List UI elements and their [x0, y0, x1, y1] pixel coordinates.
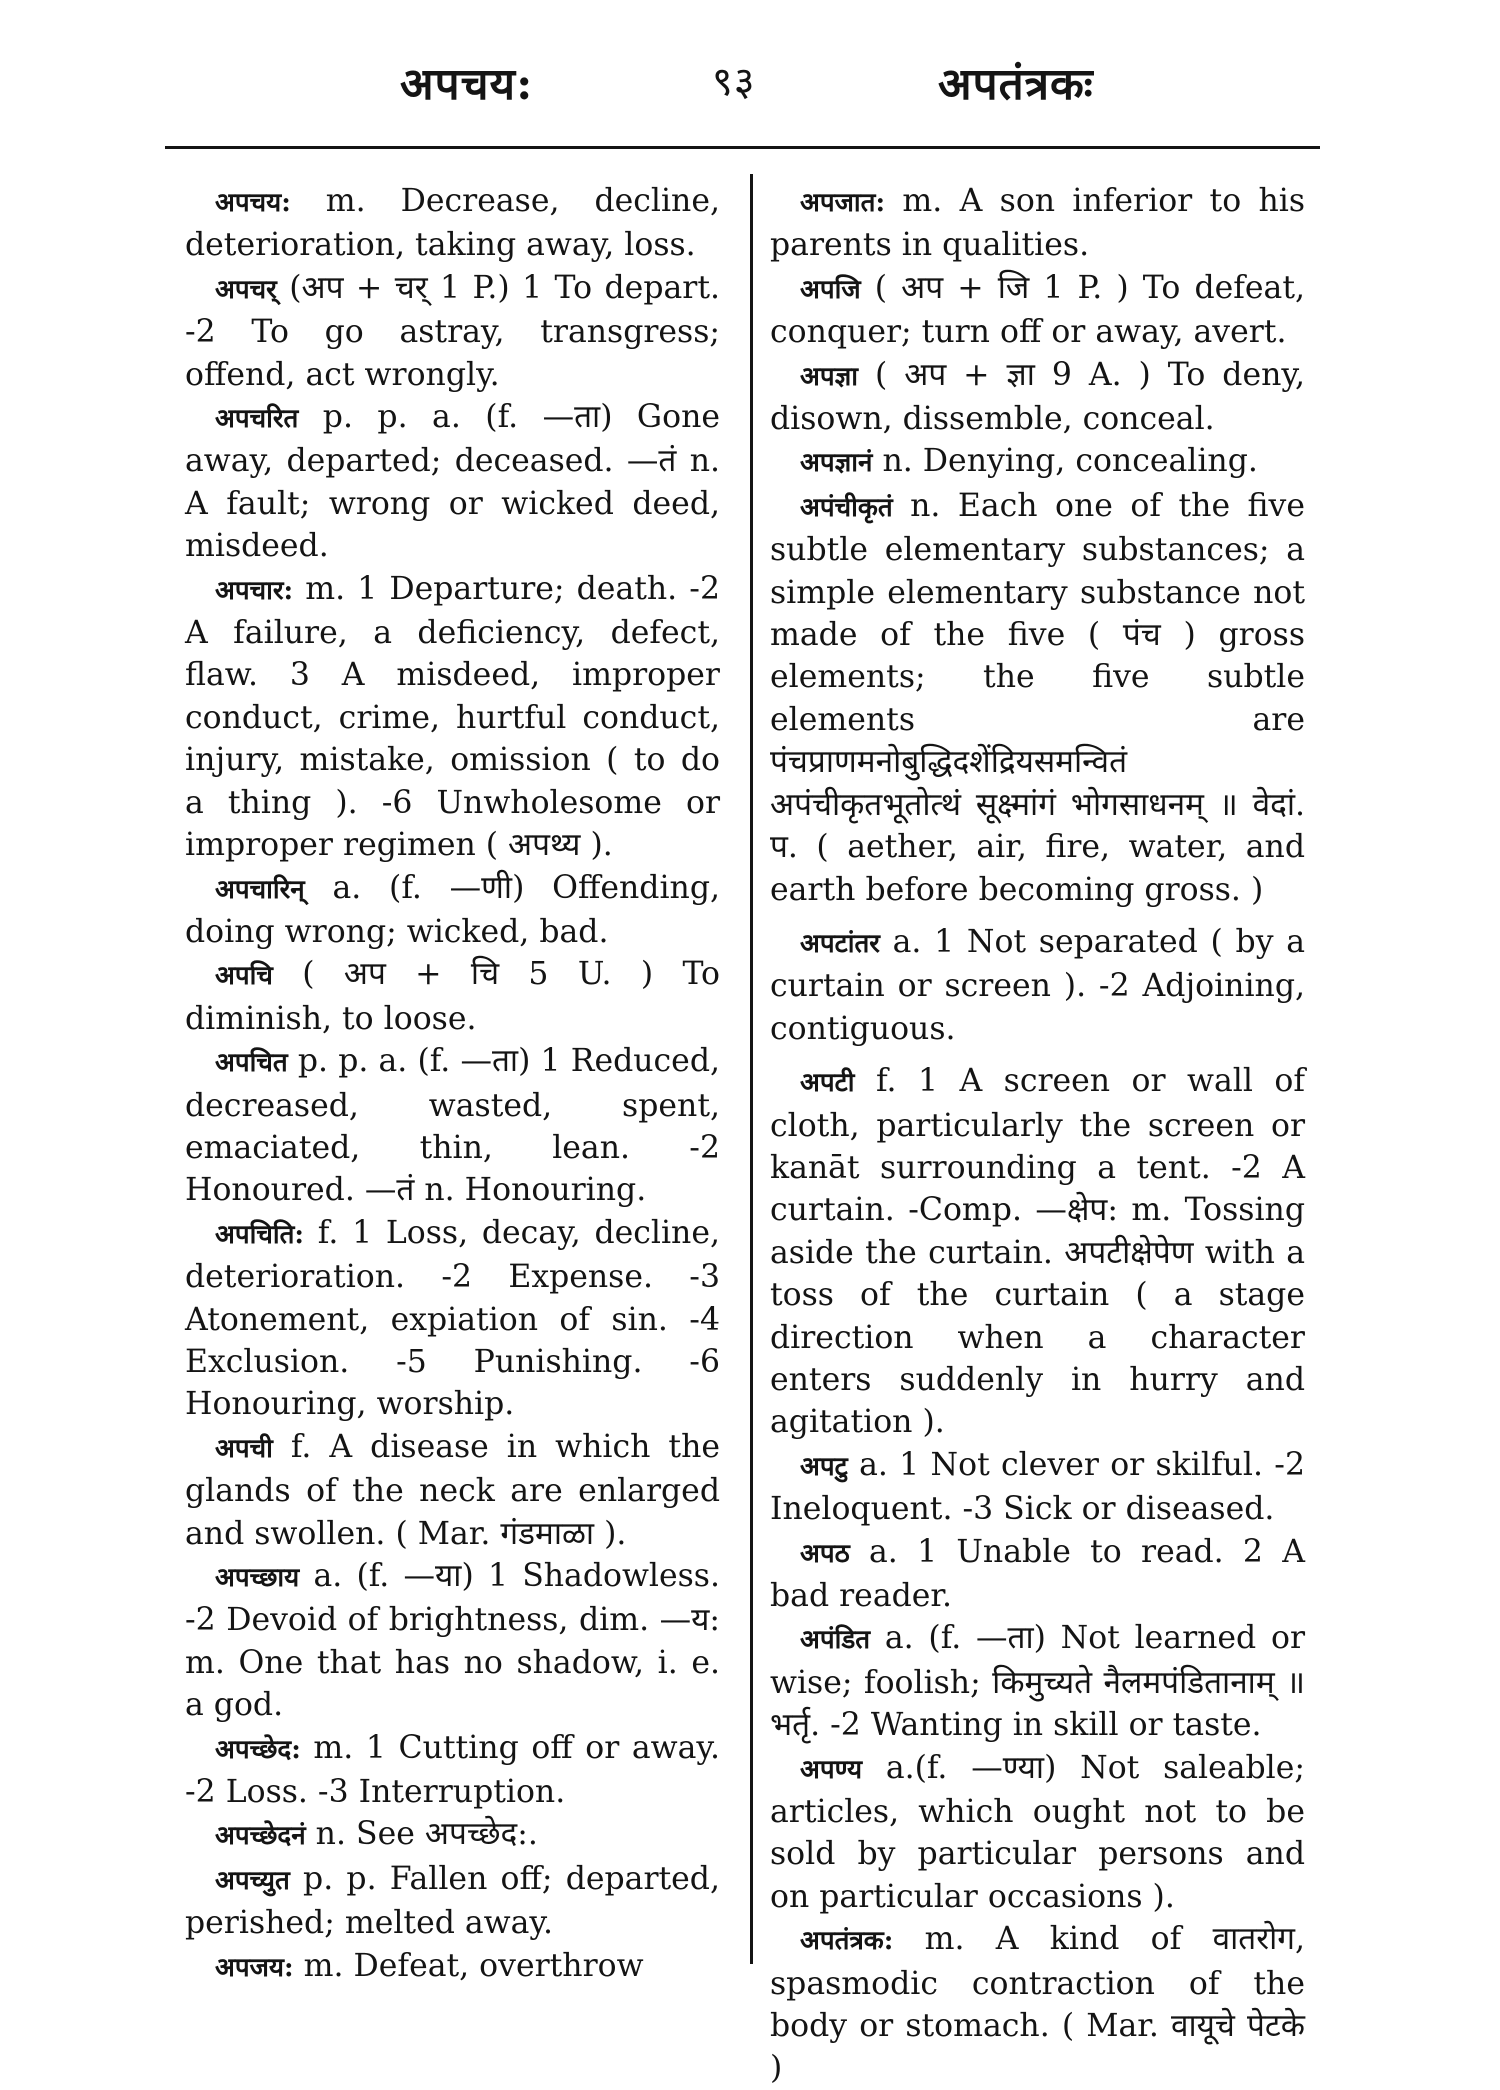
dictionary-entry	[770, 440, 1305, 484]
entry-definition: a. (f. —णी) Offending, doing wrong; wicked, bad.	[185, 869, 720, 950]
entry-headword: अपचारिन्	[215, 874, 305, 905]
header-guide-word-left: अपचय:	[400, 59, 534, 110]
entry-headword: अपंचीकृतं	[800, 492, 893, 523]
dictionary-entry	[185, 568, 720, 867]
entry-headword: अपचर्	[215, 274, 277, 305]
entry-definition: p. p. Fallen off; departed, perished; melted away.	[185, 1860, 720, 1942]
entry-definition: ( अप + चि 5 U. ) To diminish, to loose.	[185, 956, 720, 1037]
entry-definition: m. A kind of वातरोग, spasmodic contraction of the body or stomach. ( Mar. वायूचे पेटके )	[770, 1921, 1305, 2087]
dictionary-entry	[770, 485, 1305, 911]
entry-definition: ( अप + ज्ञा 9 A. ) To deny, disown, dissemble, conceal.	[770, 356, 1305, 438]
entry-definition: n. Each one of the five subtle elementary substances; a simple elementary substance not made of the five ( पंच ) gross elements; the five subtle elements are पंचप्राणमनोबुद्धिदशेंद्रियसमन्वितं अपंचीकृतभूतोत्थं सूक्ष्मांगं भोगसाधनम् ॥ वेदां. प. ( aether, air, fire, water, and earth before becoming gross. )	[770, 487, 1305, 908]
entry-definition: n. See अपच्छेद:.	[305, 1816, 538, 1853]
entry-headword: अपचय:	[215, 188, 291, 218]
page-number: ९३	[712, 59, 756, 105]
dictionary-entry	[770, 1531, 1305, 1618]
header-rule	[165, 146, 1320, 149]
dictionary-entry	[185, 1426, 720, 1555]
entry-definition: m. A son inferior to his parents in qualities.	[770, 183, 1305, 264]
entry-headword: अपचि	[215, 961, 273, 992]
entry-headword: अपंडित	[800, 1625, 871, 1656]
entry-headword: अपज्ञानं	[800, 448, 873, 479]
entry-headword: अपण्य	[800, 1754, 863, 1785]
dictionary-entry	[185, 1813, 720, 1857]
entry-headword: अपठ	[800, 1538, 850, 1569]
dictionary-entry	[185, 867, 720, 954]
dictionary-entry	[185, 1945, 720, 1989]
dictionary-entry	[770, 1060, 1305, 1444]
dictionary-entry	[770, 267, 1305, 354]
dictionary-entry	[185, 953, 720, 1040]
entry-headword: अपटु	[800, 1451, 848, 1482]
entry-definition: a. 1 Unable to read. 2 A bad reader.	[770, 1533, 1305, 1614]
entry-definition: p. p. a. (f. —ता) 1 Reduced, decreased, wasted, spent, emaciated, thin, lean. -2 Honoured. —तं n. Honouring.	[185, 1043, 720, 1209]
entry-definition: a. 1 Not separated ( by a curtain or screen ). -2 Adjoining, contiguous.	[770, 923, 1305, 1047]
dictionary-entry	[770, 1444, 1305, 1531]
entry-definition: f. A disease in which the glands of the neck are enlarged and swollen. ( Mar. गंडमाळा ).	[185, 1428, 720, 1552]
entry-headword: अपतंत्रक:	[800, 1926, 894, 1957]
dictionary-entry	[770, 354, 1305, 441]
dictionary-entry	[770, 921, 1305, 1050]
entry-headword: अपज्ञा	[800, 361, 859, 392]
entry-headword: अपच्छाय	[215, 1563, 300, 1593]
dictionary-entry	[185, 1858, 720, 1945]
entry-headword: अपचिति:	[215, 1219, 305, 1250]
entry-headword: अपचार:	[215, 575, 294, 606]
dictionary-entry	[185, 1040, 720, 1212]
column-divider	[750, 174, 753, 1964]
entry-definition: p. p. a. (f. —ता) Gone away, departed; deceased. —तं n. A fault; wrong or wicked deed, misdeed.	[185, 399, 720, 565]
entry-headword: अपजि	[800, 274, 861, 305]
entry-definition: n. Denying, concealing.	[872, 443, 1258, 480]
entry-headword: अपचरित	[215, 404, 299, 435]
entry-definition: m. 1 Departure; death. -2 A failure, a deficiency, defect, flaw. 3 A misdeed, improper conduct, crime, hurtful conduct, injury, mistake, omission ( to do a thing ). -6 Unwholesome or improper regimen ( अपथ्य ).	[185, 570, 720, 864]
entry-headword: अपटी	[800, 1068, 855, 1099]
entry-definition: ( अप + जि 1 P. ) To defeat, conquer; turn off or away, avert.	[770, 269, 1305, 351]
entry-definition: (अप + चर् 1 P.) 1 To depart. -2 To go astray, transgress; offend, act wrongly.	[185, 269, 720, 393]
dictionary-entry	[770, 1747, 1305, 1919]
entry-definition: a.(f. —ण्या) Not saleable; articles, which ought not to be sold by particular persons and on particular occasions ).	[770, 1749, 1305, 1915]
entry-headword: अपच्युत	[215, 1865, 290, 1896]
left-column	[185, 180, 720, 1989]
entry-headword: अपच्छेदनं	[215, 1821, 306, 1852]
entry-definition: a. (f. —या) 1 Shadowless. -2 Devoid of brightness, dim. —य: m. One that has no shadow, i. e. a god.	[185, 1558, 720, 1724]
entry-definition: f. 1 Loss, decay, decline, deterioration. -2 Expense. -3 Atonement, expiation of sin. -4 Exclusion. -5 Punishing. -6 Honouring, worship.	[185, 1214, 720, 1423]
dictionary-entry	[185, 1555, 720, 1727]
dictionary-entry	[185, 1727, 720, 1814]
entry-headword: अपच्छेद:	[215, 1734, 301, 1765]
entry-definition: a. (f. —ता) Not learned or wise; foolish; किमुच्यते नैलमपंडितानाम् ॥ भर्तृ. -2 Wanting in skill or taste.	[770, 1620, 1305, 1744]
entry-headword: अपजात:	[800, 188, 886, 218]
dictionary-entry	[185, 267, 720, 396]
entry-definition: m. Decrease, decline, deterioration, taking away, loss.	[185, 183, 720, 264]
entry-definition: m. Defeat, overthrow	[293, 1947, 644, 1984]
entry-definition: f. 1 A screen or wall of cloth, particularly the screen or kanāt surrounding a tent. -2 A curtain. -Comp. —क्षेप: m. Tossing aside the curtain. अपटीक्षेपेण with a toss of the curtain ( a stage direction when a character enters suddenly in hurry and agitation ).	[770, 1063, 1305, 1441]
entry-headword: अपची	[215, 1433, 273, 1464]
entry-definition: m. 1 Cutting off or away. -2 Loss. -3 Interruption.	[185, 1729, 720, 1811]
dictionary-entry	[770, 180, 1305, 267]
dictionary-entry	[770, 1918, 1305, 2090]
dictionary-entry	[185, 180, 720, 267]
entry-definition: a. 1 Not clever or skilful. -2 Ineloquent. -3 Sick or diseased.	[770, 1446, 1305, 1528]
header-guide-word-right: अपतंत्रकः	[938, 59, 1094, 110]
dictionary-entry	[185, 396, 720, 568]
entry-headword: अपजय:	[215, 1952, 294, 1983]
entry-headword: अपटांतर	[800, 928, 880, 959]
dictionary-entry	[770, 1617, 1305, 1746]
right-column	[770, 180, 1305, 2090]
dictionary-entry	[185, 1212, 720, 1426]
entry-headword: अपचित	[215, 1048, 288, 1079]
